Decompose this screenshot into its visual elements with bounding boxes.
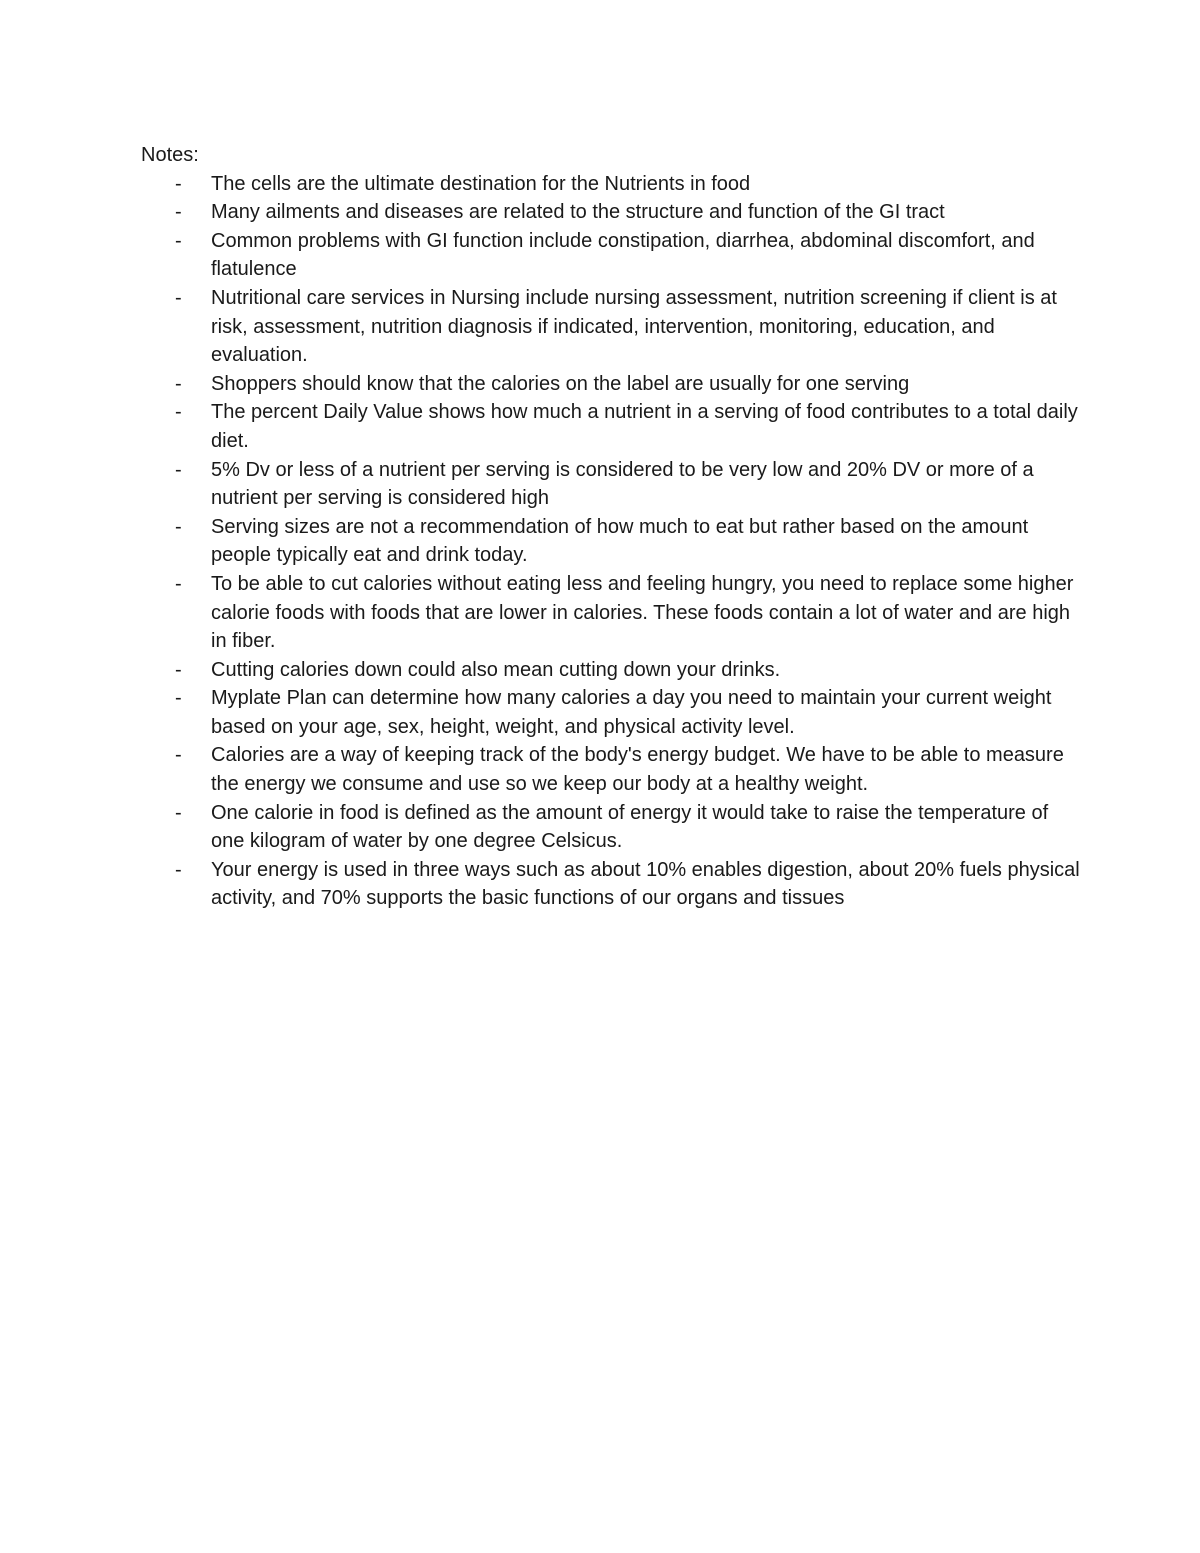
list-item-text: Shoppers should know that the calories on the label are usually for one serving [211, 372, 910, 395]
bullet-dash: - [175, 286, 182, 309]
list-item-text: 5% Dv or less of a nutrient per serving is considered to be very low and 20% DV or more of a nutrient per serving is considered high [211, 458, 1034, 510]
list-item-text: Your energy is used in three ways such as about 10% enables digestion, about 20% fuels physical activity, and 70% supports the basic functions of our organs and tissues [211, 858, 1080, 910]
list-item-text: Many ailments and diseases are related to the structure and function of the GI tract [211, 201, 945, 224]
bullet-dash: - [175, 572, 182, 595]
bullet-dash: - [175, 658, 182, 681]
list-item [141, 799, 1081, 856]
list-item [141, 741, 1081, 798]
bullet-dash: - [175, 801, 182, 824]
list-item [141, 684, 1081, 741]
notes-block [141, 141, 1081, 913]
list-item [141, 198, 1081, 227]
bullet-dash: - [175, 687, 182, 710]
list-item [141, 370, 1081, 399]
list-item-text: Myplate Plan can determine how many calories a day you need to maintain your current weight based on your age, sex, height, weight, and physical activity level. [211, 687, 1052, 738]
list-item-text: The percent Daily Value shows how much a nutrient in a serving of food contributes to a total daily diet. [211, 401, 1078, 452]
list-item [141, 456, 1081, 513]
list-item-text: Nutritional care services in Nursing include nursing assessment, nutrition screening if client is at risk, assessment, nutrition diagnosis if indicated, intervention, monitoring, education, and evaluation. [211, 286, 1057, 367]
bullet-dash: - [175, 858, 182, 881]
list-item-text: Calories are a way of keeping track of the body's energy budget. We have to be able to measure the energy we consume and use so we keep our body at a healthy weight. [211, 744, 1064, 796]
bullet-dash: - [175, 401, 182, 424]
list-item [141, 570, 1081, 656]
bullet-dash: - [175, 229, 182, 252]
list-item-text: Cutting calories down could also mean cutting down your drinks. [211, 658, 781, 681]
notes-heading: Notes: [141, 144, 199, 166]
bullet-dash: - [175, 372, 182, 395]
bullet-dash: - [175, 172, 182, 195]
list-item [141, 656, 1081, 685]
bullet-dash: - [175, 744, 182, 767]
list-item [141, 170, 1081, 199]
notes-list [141, 170, 1081, 913]
list-item-text: One calorie in food is defined as the amount of energy it would take to raise the temperature of one kilogram of water by one degree Celsicus. [211, 801, 1049, 853]
list-item [141, 398, 1081, 455]
bullet-dash: - [175, 458, 182, 481]
list-item [141, 513, 1081, 570]
bullet-dash: - [175, 201, 182, 224]
bullet-dash: - [175, 515, 182, 538]
list-item-text: The cells are the ultimate destination for the Nutrients in food [211, 172, 751, 195]
list-item [141, 856, 1081, 913]
list-item [141, 284, 1081, 370]
list-item [141, 227, 1081, 284]
list-item-text: To be able to cut calories without eating less and feeling hungry, you need to replace some higher calorie foods with foods that are lower in calories. These foods contain a lot of water and are high in fiber. [211, 572, 1074, 653]
list-item-text: Serving sizes are not a recommendation of how much to eat but rather based on the amount people typically eat and drink today. [211, 515, 1029, 567]
list-item-text: Common problems with GI function include constipation, diarrhea, abdominal discomfort, and flatulence [211, 229, 1035, 281]
